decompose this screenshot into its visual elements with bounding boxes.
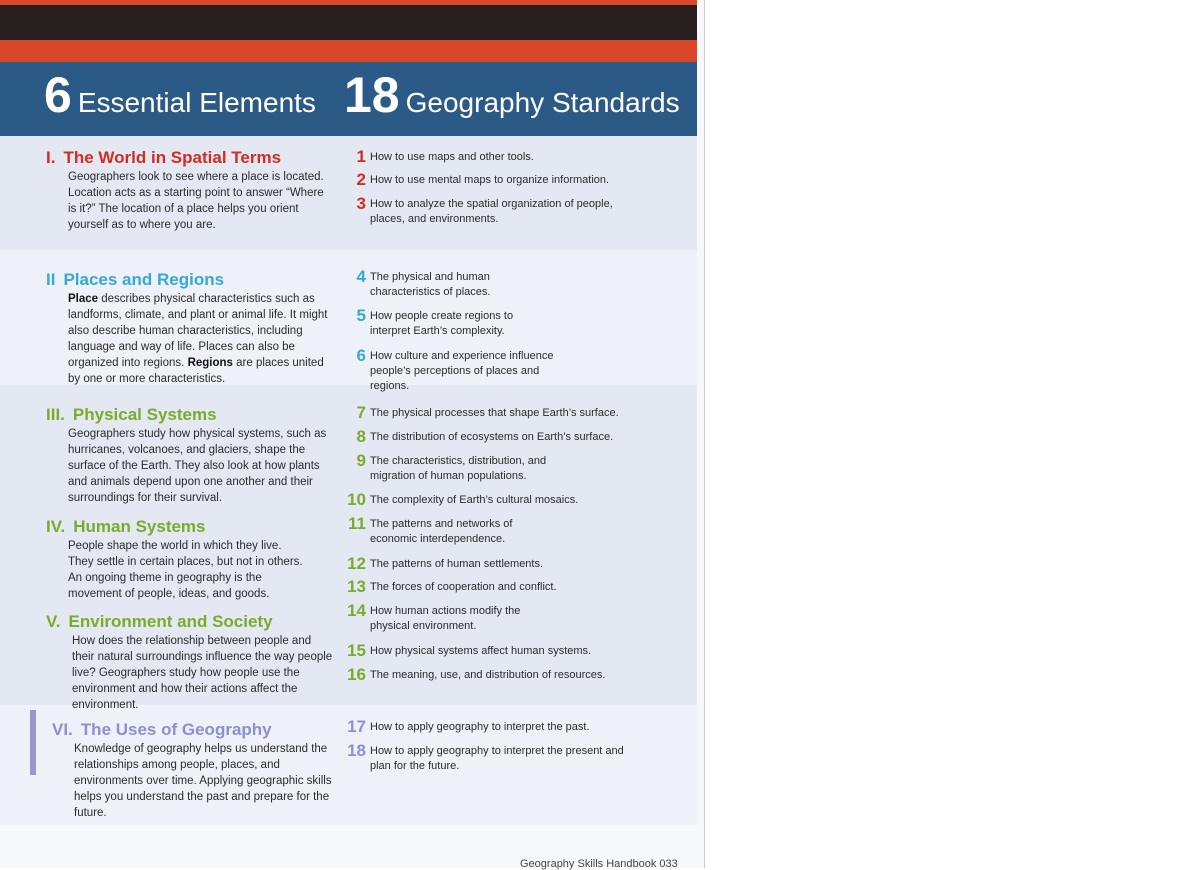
standard-text: How to apply geography to interpret the present and plan for the future. (370, 745, 624, 772)
standard-text: How physical systems affect human systems. (370, 645, 592, 657)
standards-heading: Geography Standards (405, 87, 680, 118)
element-title (46, 405, 217, 425)
standard-text: How to use maps and other tools. (370, 151, 534, 163)
standard-number: 10 (347, 490, 366, 509)
element-name: Physical Systems (72, 405, 217, 424)
standard-number: 14 (347, 601, 366, 620)
elements-heading: Essential Elements (77, 87, 316, 118)
element-numeral: IV. (46, 517, 66, 536)
page-footer: Geography Skills Handbook 033 (520, 858, 678, 870)
standard-text: How to apply geography to interpret the past. (370, 721, 590, 733)
elements-count: 6 (44, 67, 72, 123)
standard-text: The complexity of Earth’s cultural mosaics. (370, 494, 579, 506)
element-name: The World in Spatial Terms (63, 148, 282, 167)
element-description: Place describes physical characteristics such as landforms, climate, and plant or animal life. It might also describe human characteristics, including language and way of life. Places can also be organized into regions. Regions are places united by one or more characteristics. (68, 293, 328, 385)
element-description: Knowledge of geography helps us understand the relationships among people, places, and environments over time. Applying geographic skills helps you understand the past and prepare for the future. (74, 743, 332, 819)
standard-text: The physical and human characteristics of places. (370, 271, 491, 298)
elements-header (44, 66, 316, 124)
standard-text: The distribution of ecosystems on Earth’s surface. (370, 431, 614, 443)
header-red-band (0, 40, 697, 62)
standard-number: 4 (356, 267, 366, 286)
standard-text: How culture and experience influence people’s perceptions of places and regions. (370, 350, 554, 392)
element-name: Environment and Society (68, 612, 273, 631)
standard-number: 2 (356, 170, 366, 189)
standard-number: 12 (347, 554, 366, 573)
standard-number: 17 (347, 717, 366, 736)
element-numeral: I. (46, 148, 56, 167)
section-marker-bar (30, 710, 36, 775)
standards-header (344, 66, 680, 124)
standard-number: 5 (356, 306, 366, 325)
term-regions: Regions (187, 357, 233, 369)
standard-text: The forces of cooperation and conflict. (370, 581, 557, 593)
element-numeral: II (46, 270, 56, 289)
standard-number: 9 (356, 451, 366, 470)
standard-text: How human actions modify the physical environment. (370, 605, 521, 632)
standard-number: 16 (347, 665, 366, 684)
element-description: Geographers study how physical systems, such as hurricanes, volcanoes, and glaciers, shape the surface of the Earth. They also look at how plants and animals depend upon one another and their surroundings for their survival. (68, 428, 327, 504)
element-description: People shape the world in which they live. They settle in certain places, but not in others. An ongoing theme in geography is the movement of people, ideas, and goods. (68, 540, 303, 600)
element-title (46, 270, 224, 290)
standard-text: The patterns of human settlements. (370, 558, 544, 570)
element-name: Human Systems (73, 517, 206, 536)
header-dark-band (0, 0, 697, 44)
standard-number: 1 (356, 147, 366, 166)
element-title (52, 720, 272, 740)
standard-number: 15 (347, 641, 366, 660)
standard-number: 3 (356, 194, 366, 213)
element-numeral: III. (46, 405, 65, 424)
standard-text: How to use mental maps to organize information. (370, 174, 610, 186)
element-title (46, 612, 273, 632)
standard-number: 13 (347, 577, 366, 596)
standard-text: The characteristics, distribution, and migration of human populations. (370, 455, 547, 482)
element-description: How does the relationship between people and their natural surroundings influence the way people live? Geographers study how people use the environment and how their actions affect the environment. (72, 635, 333, 711)
element-description: Geographers look to see where a place is located. Location acts as a starting point to answer “Where is it?” The location of a place helps you orient yourself as to where you are. (68, 171, 324, 231)
element-title (46, 517, 206, 537)
term-place: Place (68, 293, 99, 305)
standard-number: 6 (356, 346, 366, 365)
element-name: Places and Regions (63, 270, 225, 289)
standard-number: 8 (356, 427, 366, 446)
standard-number: 11 (348, 514, 366, 533)
element-title (46, 148, 281, 168)
element-name: The Uses of Geography (80, 720, 272, 739)
standard-text: The patterns and networks of economic interdependence. (370, 518, 513, 545)
standard-text: The physical processes that shape Earth’s surface. (370, 407, 619, 419)
standard-text: How people create regions to interpret Earth’s complexity. (370, 310, 514, 337)
standard-text: How to analyze the spatial organization of people, places, and environments. (370, 198, 613, 225)
standards-count: 18 (344, 67, 400, 123)
standard-number: 7 (356, 403, 366, 422)
standard-number: 18 (347, 741, 366, 760)
standard-text: The meaning, use, and distribution of resources. (370, 669, 606, 681)
element-numeral: VI. (52, 720, 73, 739)
element-numeral: V. (46, 612, 61, 631)
header-red-edge (0, 0, 697, 5)
